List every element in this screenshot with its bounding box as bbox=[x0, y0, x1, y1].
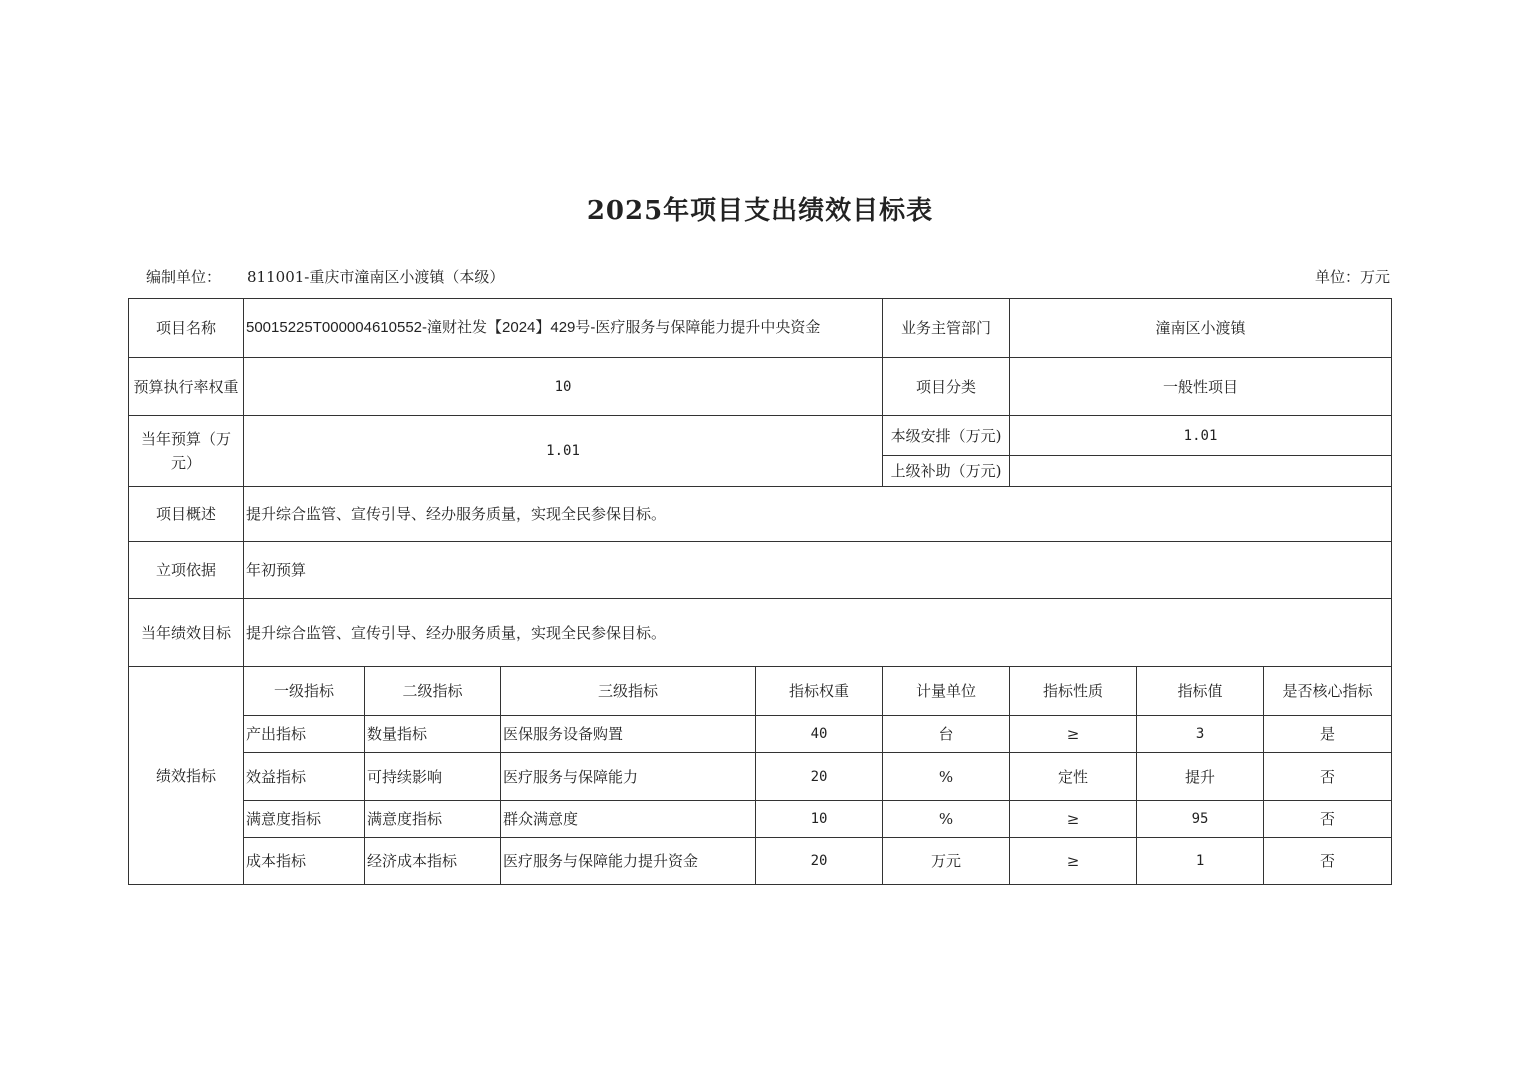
indicator-row bbox=[129, 801, 1392, 838]
indicator-cell: 否 bbox=[1264, 838, 1392, 885]
indicator-cell: 40 bbox=[756, 716, 883, 753]
indicator-header-cell: 二级指标 bbox=[365, 667, 501, 716]
execution-weight-value: 10 bbox=[244, 358, 883, 416]
indicator-cell: ≥ bbox=[1010, 801, 1137, 838]
indicator-header-cell: 三级指标 bbox=[501, 667, 756, 716]
indicator-cell: 否 bbox=[1264, 801, 1392, 838]
indicator-cell: 10 bbox=[756, 801, 883, 838]
indicator-header-row bbox=[129, 667, 1392, 716]
indicator-cell: 是 bbox=[1264, 716, 1392, 753]
project-name-value: 50015225T000004610552-潼财社发【2024】429号-医疗服务与保障能力提升中央资金 bbox=[244, 299, 883, 358]
currency-unit: 单位：万元 bbox=[1314, 268, 1390, 286]
indicator-cell: % bbox=[883, 753, 1010, 801]
indicator-header-cell: 指标值 bbox=[1137, 667, 1264, 716]
indicator-header-cell: 一级指标 bbox=[244, 667, 365, 716]
project-category-label: 项目分类 bbox=[883, 358, 1010, 416]
indicator-cell: 20 bbox=[756, 753, 883, 801]
project-category-value: 一般性项目 bbox=[1010, 358, 1392, 416]
indicator-cell: 数量指标 bbox=[365, 716, 501, 753]
annual-budget-value: 1.01 bbox=[244, 416, 883, 487]
indicator-cell: 3 bbox=[1137, 716, 1264, 753]
project-basis-value: 年初预算 bbox=[244, 542, 1392, 599]
local-arrangement-value: 1.01 bbox=[1010, 416, 1392, 456]
local-arrangement-label: 本级安排（万元) bbox=[883, 416, 1010, 456]
project-name-label: 项目名称 bbox=[129, 299, 244, 358]
indicator-cell: 台 bbox=[883, 716, 1010, 753]
indicator-cell: 经济成本指标 bbox=[365, 838, 501, 885]
indicator-cell: 万元 bbox=[883, 838, 1010, 885]
execution-weight-label: 预算执行率权重 bbox=[129, 358, 244, 416]
indicator-header-cell: 指标权重 bbox=[756, 667, 883, 716]
supervising-dept-label: 业务主管部门 bbox=[883, 299, 1010, 358]
annual-goal-value: 提升综合监管、宣传引导、经办服务质量，实现全民参保目标。 bbox=[244, 599, 1392, 667]
indicator-row bbox=[129, 753, 1392, 801]
compiling-unit-label: 编制单位： bbox=[146, 268, 222, 286]
indicator-cell: ≥ bbox=[1010, 838, 1137, 885]
project-basis-label: 立项依据 bbox=[129, 542, 244, 599]
indicator-cell: 产出指标 bbox=[244, 716, 365, 753]
indicator-cell: 效益指标 bbox=[244, 753, 365, 801]
indicator-header-cell: 指标性质 bbox=[1010, 667, 1137, 716]
supervising-dept-value: 潼南区小渡镇 bbox=[1010, 299, 1392, 358]
indicator-row bbox=[129, 716, 1392, 753]
project-overview-label: 项目概述 bbox=[129, 487, 244, 542]
indicator-header-cell: 计量单位 bbox=[883, 667, 1010, 716]
indicator-cell: 提升 bbox=[1137, 753, 1264, 801]
annual-goal-label: 当年绩效目标 bbox=[129, 599, 244, 667]
compiling-unit bbox=[146, 266, 504, 287]
project-overview-value: 提升综合监管、宣传引导、经办服务质量，实现全民参保目标。 bbox=[244, 487, 1392, 542]
indicator-cell: 满意度指标 bbox=[244, 801, 365, 838]
indicator-cell: 医疗服务与保障能力 bbox=[501, 753, 756, 801]
indicator-cell: 1 bbox=[1137, 838, 1264, 885]
annual-budget-label: 当年预算（万元） bbox=[129, 416, 244, 487]
indicator-cell: 可持续影响 bbox=[365, 753, 501, 801]
indicator-cell: % bbox=[883, 801, 1010, 838]
page-title: 2025年项目支出绩效目标表 bbox=[586, 196, 934, 226]
indicator-cell: 定性 bbox=[1010, 753, 1137, 801]
superior-subsidy-label: 上级补助（万元) bbox=[883, 456, 1010, 487]
indicator-cell: 20 bbox=[756, 838, 883, 885]
indicator-cell: 满意度指标 bbox=[365, 801, 501, 838]
superior-subsidy-value bbox=[1010, 456, 1392, 487]
indicator-cell: ≥ bbox=[1010, 716, 1137, 753]
indicator-cell: 否 bbox=[1264, 753, 1392, 801]
indicator-cell: 95 bbox=[1137, 801, 1264, 838]
compiling-unit-value: 811001-重庆市潼南区小渡镇（本级） bbox=[247, 268, 505, 286]
indicator-header-cell: 是否核心指标 bbox=[1264, 667, 1392, 716]
indicator-row bbox=[129, 838, 1392, 885]
indicator-cell: 医疗服务与保障能力提升资金 bbox=[501, 838, 756, 885]
performance-target-table bbox=[128, 298, 1392, 885]
indicator-cell: 群众满意度 bbox=[501, 801, 756, 838]
indicator-cell: 医保服务设备购置 bbox=[501, 716, 756, 753]
indicator-cell: 成本指标 bbox=[244, 838, 365, 885]
indicators-label: 绩效指标 bbox=[129, 667, 244, 885]
